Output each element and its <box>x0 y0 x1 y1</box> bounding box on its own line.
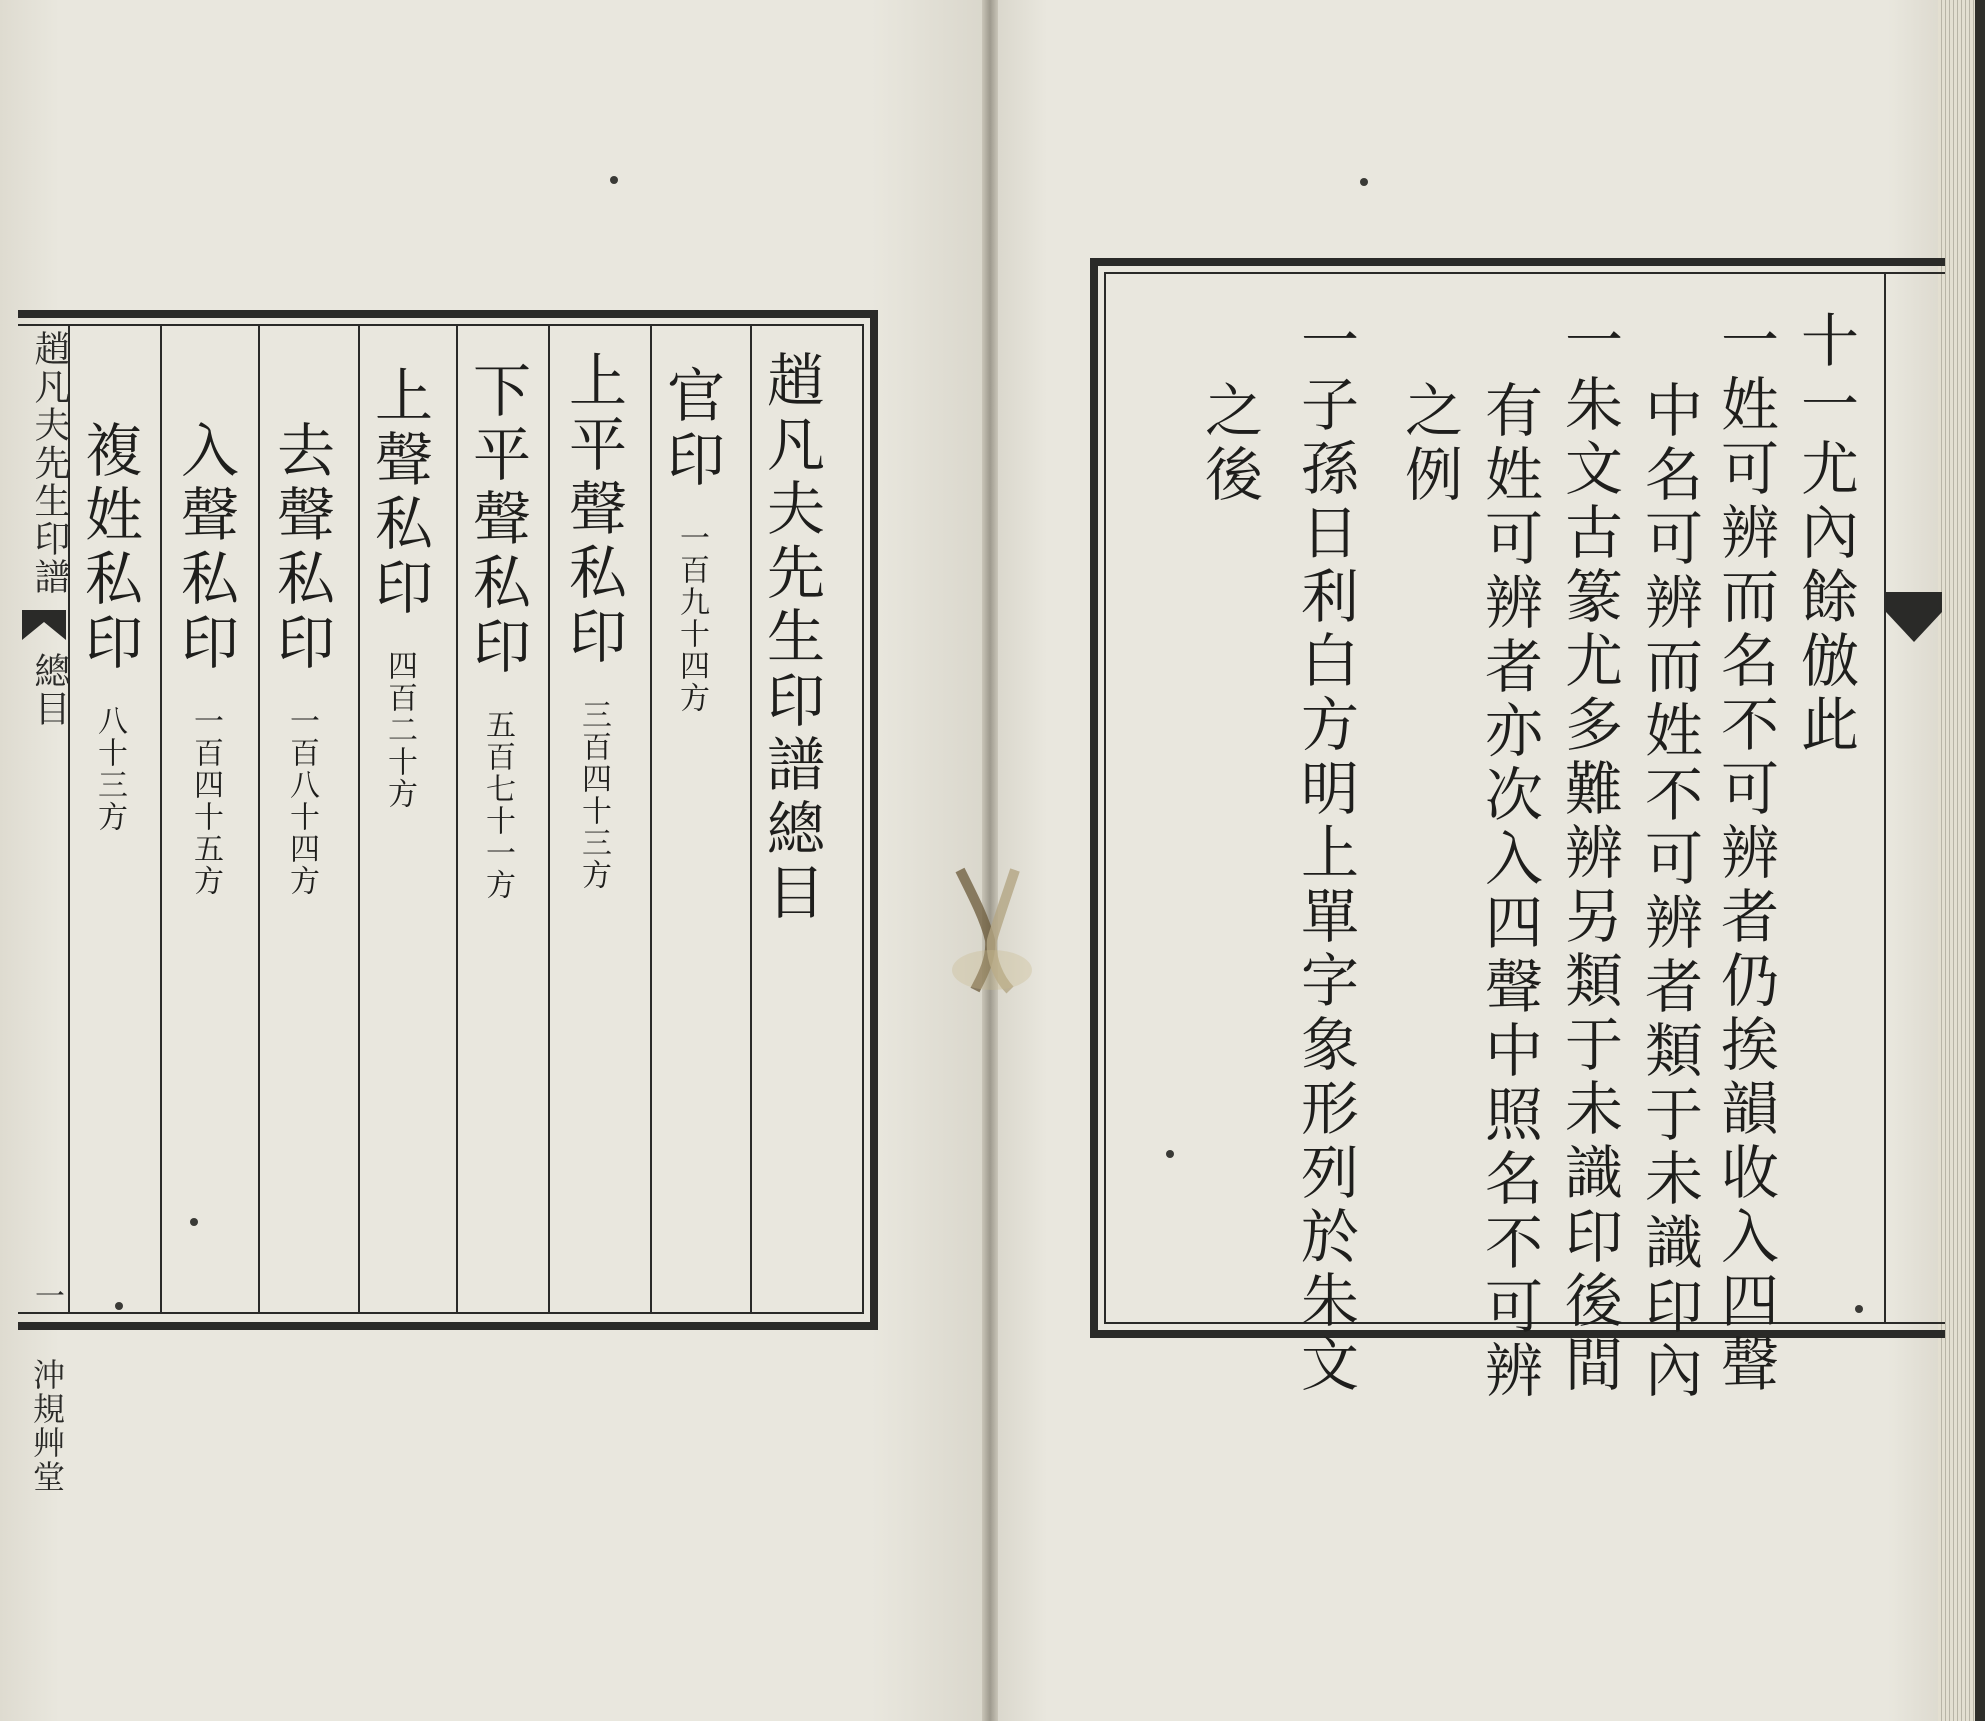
paper-speck <box>1855 1305 1863 1313</box>
text-column: 之例 <box>1395 380 1463 508</box>
toc-entry <box>365 365 433 810</box>
entry-count: 八十三方 <box>92 705 127 833</box>
margin-section: 總目 <box>29 652 70 728</box>
column-rule <box>548 326 550 1312</box>
column-rule <box>750 326 752 1312</box>
text-column: 一姓可辨而名不可辨者仍挨韻收入四聲 <box>1711 310 1779 1398</box>
text-column: 之後 <box>1195 380 1263 508</box>
margin-publisher: 沖規艸堂 <box>28 1358 66 1494</box>
column-rule <box>1884 274 1886 1322</box>
text-column: 中名可辨而姓不可辨者類于未識印內 <box>1635 380 1703 1404</box>
entry-count: 一百八十四方 <box>284 705 319 897</box>
entry-count: 五百七十一方 <box>480 709 515 901</box>
margin-title: 趙凡夫先生印譜 <box>29 330 70 596</box>
entry-count: 一百九十四方 <box>674 522 709 714</box>
page-edge-shadow <box>1975 0 1985 1721</box>
column-rule <box>258 326 260 1312</box>
text-column: 有姓可辨者亦次入四聲中照名不可辨 <box>1475 380 1543 1404</box>
toc-entry <box>559 350 627 891</box>
column-rule <box>358 326 360 1312</box>
margin-page-number: 一 <box>29 1280 64 1312</box>
text-column: 一子孫日利白方明上單字象形列於朱文 <box>1291 310 1359 1398</box>
entry-count: 一百四十五方 <box>188 705 223 897</box>
paper-speck <box>1166 1150 1174 1158</box>
entry-label: 官印 <box>657 365 725 493</box>
entry-label: 上平聲私印 <box>559 350 627 670</box>
entry-count: 三百四十三方 <box>576 699 611 891</box>
left-inner-border <box>18 324 864 1314</box>
entry-label: 下平聲私印 <box>463 360 531 680</box>
toc-entry <box>657 365 725 714</box>
entry-label: 複姓私印 <box>75 420 143 676</box>
entry-label: 入聲私印 <box>171 420 239 676</box>
column-rule <box>650 326 652 1312</box>
text-column: 十一尤內餘倣此 <box>1791 310 1859 758</box>
toc-entry <box>75 420 143 833</box>
text-column: 一朱文古篆尤多難辨另類于未識印後間 <box>1555 310 1623 1398</box>
toc-title: 趙凡夫先生印譜總目 <box>757 350 825 926</box>
toc-entry <box>171 420 239 897</box>
paper-speck <box>115 1302 123 1310</box>
toc-entry <box>463 360 531 901</box>
paper-speck <box>190 1218 198 1226</box>
paper-speck <box>610 176 618 184</box>
toc-entry <box>267 420 335 897</box>
column-rule <box>160 326 162 1312</box>
entry-label: 去聲私印 <box>267 420 335 676</box>
entry-label: 上聲私印 <box>365 365 433 621</box>
column-rule <box>456 326 458 1312</box>
binding-string-stain <box>930 860 1040 1000</box>
entry-count: 四百二十方 <box>382 650 417 810</box>
paper-speck <box>1360 178 1368 186</box>
